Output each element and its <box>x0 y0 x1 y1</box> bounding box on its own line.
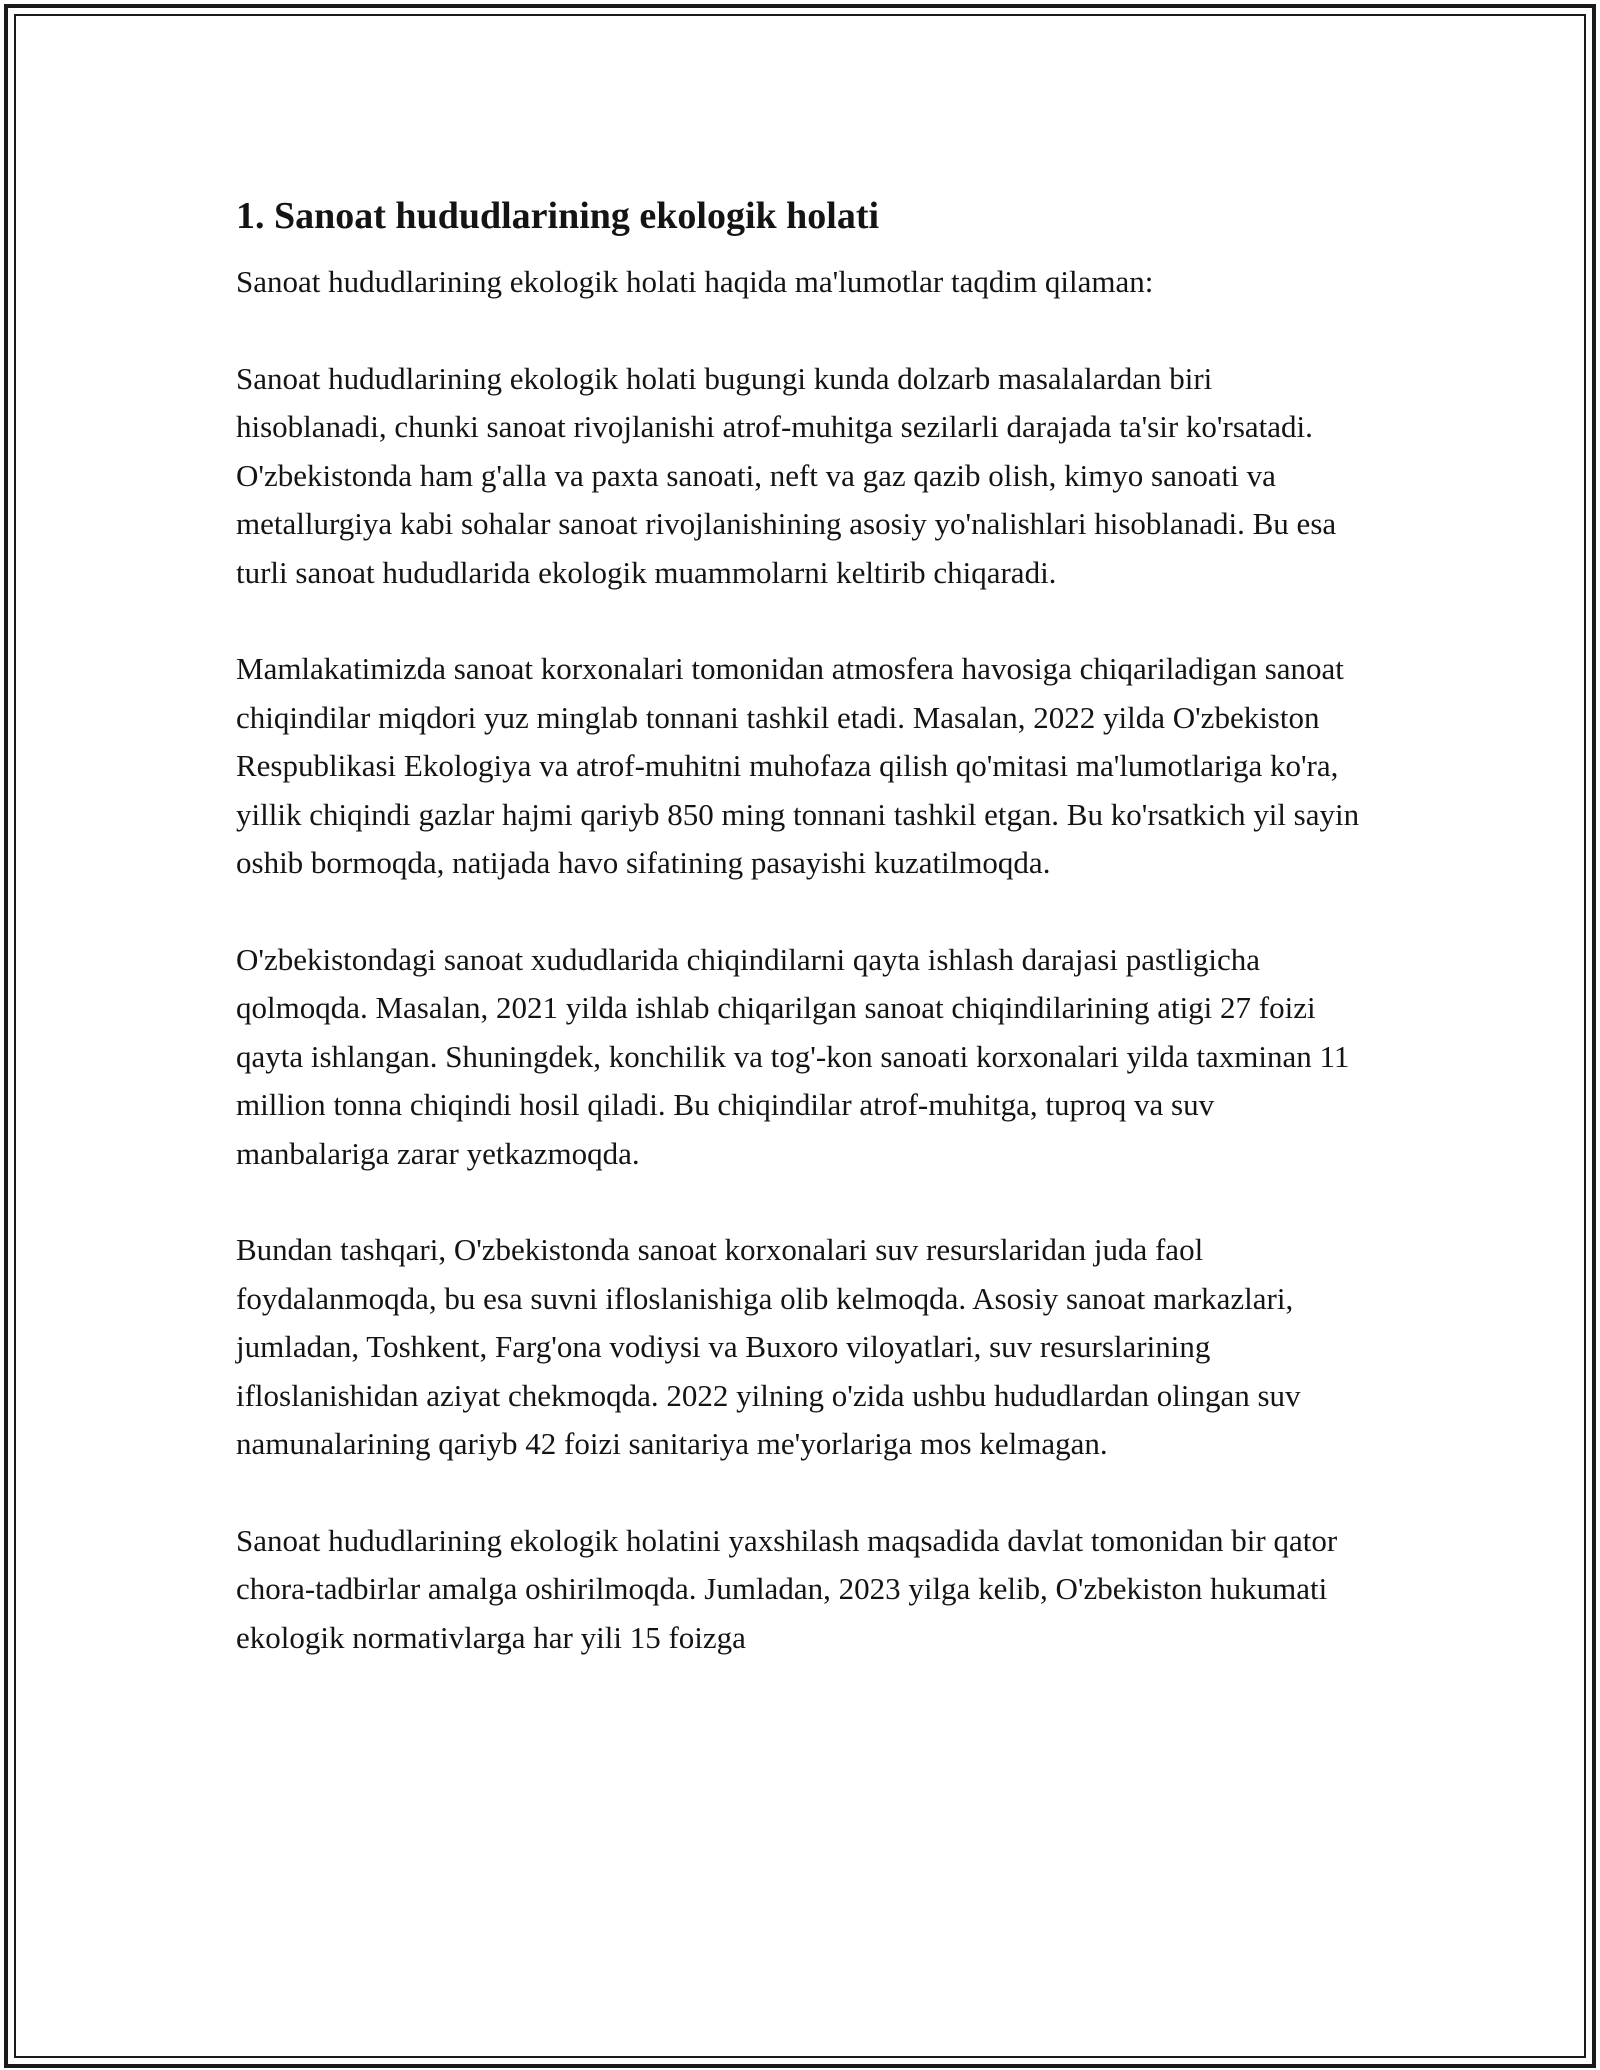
paragraph-3: O'zbekistondagi sanoat xududlarida chiqindilarni qayta ishlash darajasi pastligicha qolmoqda. Masalan, 2021 yilda ishlab chiqarilgan sanoat chiqindilarining atigi 27 foizi qayta ishlangan. Shuningdek, konchilik va tog'-kon sanoati korxonalari yilda taxminan 11 million tonna chiqindi hosil qiladi. Bu chiqindilar atrof-muhitga, tuproq va suv manbalariga zarar yetkazmoqda. <box>236 941 1350 1171</box>
paragraph-2: Mamlakatimizda sanoat korxonalari tomonidan atmosfera havosiga chiqariladigan sanoat chiqindilar miqdori yuz minglab tonnani tashkil etadi. Masalan, 2022 yilda O'zbekiston Respublikasi Ekologiya va atrof-muhitni muhofaza qilish qo'mitasi ma'lumotlariga ko'ra, yillik chiqindi gazlar hajmi qariyb 850 ming tonnani tashkil etgan. Bu ko'rsatkich yil sayin oshib bormoqda, natijada havo sifatining pasayishi kuzatilmoqda. <box>236 651 1360 880</box>
paragraph-1: Sanoat hududlarining ekologik holati bugungi kunda dolzarb masalalardan biri hisoblanadi, chunki sanoat rivojlanishi atrof-muhitga sezilarli darajada ta'sir ko'rsatadi. O'zbekistonda ham g'alla va paxta sanoati, neft va gaz qazib olish, kimyo sanoati va metallurgiya kabi sohalar sanoat rivojlanishining asosiy yo'nalishlari hisoblanadi. Bu esa turli sanoat hududlarida ekologik muammolarni keltirib chiqaradi. <box>236 360 1337 590</box>
paragraph-4: Bundan tashqari, O'zbekistonda sanoat korxonalari suv resurslaridan juda faol foydalanmoqda, bu esa suvni ifloslanishiga olib kelmoqda. Asosiy sanoat markazlari, jumladan, Toshkent, Farg'ona vodiysi va Buxoro viloyatlari, suv resurslarining ifloslanishidan aziyat chekmoqda. 2022 yilning o'zida ushbu hududlardan olingan suv namunalarining qariyb 42 foizi sanitariya me'yorlariga mos kelmagan. <box>236 1232 1301 1461</box>
intro-paragraph: Sanoat hududlarining ekologik holati haqida ma'lumotlar taqdim qilaman: <box>236 264 1154 299</box>
section-title: 1. Sanoat hududlarining ekologik holati <box>236 195 880 237</box>
document-body <box>236 192 1366 1710</box>
paragraph-5: Sanoat hududlarining ekologik holatini yaxshilash maqsadida davlat tomonidan bir qator chora-tadbirlar amalga oshirilmoqda. Jumladan, 2023 yilga kelib, O'zbekiston hukumati ekologik normativlarga har yili 15 foizga <box>236 1522 1338 1655</box>
